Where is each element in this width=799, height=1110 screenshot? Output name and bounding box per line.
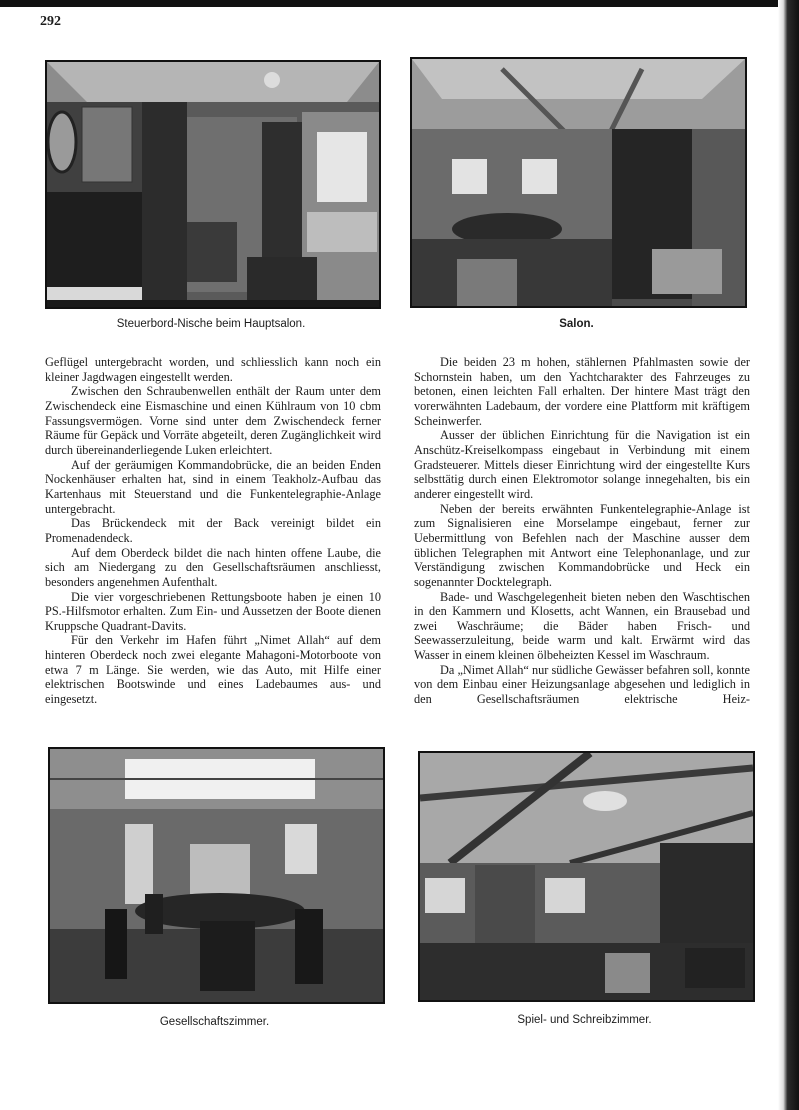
caption-fig4: Spiel- und Schreibzimmer. bbox=[517, 1014, 652, 1026]
text-column-right bbox=[414, 355, 750, 707]
paragraph: Die vier vorgeschriebenen Rettungsboote haben je einen 10 PS.-Hilfsmotor erhalten. Zum Ein- und Aussetzen der Boote dienen Kruppsche Quadrant-Davits. bbox=[45, 589, 381, 633]
photo-spiel-und-schreibzimmer bbox=[418, 751, 755, 1002]
photo-salon bbox=[410, 57, 747, 308]
paragraph: Die beiden 23 m hohen, stählernen Pfahlmasten sowie der Schornstein haben, um den Yachtcharakter des Fahrzeuges zu betonen, einen leichten Fall erhalten. Der hintere Mast trägt den vorerwähnten Ladebaum, der vordere eine Plattform mit kräftigem Scheinwerfer. bbox=[414, 355, 750, 428]
photo-gesellschaftszimmer bbox=[48, 747, 385, 1004]
scan-binding-edge bbox=[778, 0, 799, 1110]
caption-fig1: Steuerbord-Nische beim Hauptsalon. bbox=[116, 318, 306, 330]
paragraph: Das Brückendeck mit der Back vereinigt bildet ein Promenadendeck. bbox=[45, 516, 381, 545]
paragraph: Ausser der üblichen Einrichtung für die Navigation ist ein Anschütz-Kreiselkompass eingebaut in Verbindung mit einem Gradsteuerer. Mittels dieser Einrichtung wird der eingestellte Kurs selbsttätig durch einen Elektromotor solange innegehalten, bis ein anderer eingestellt wird. bbox=[414, 428, 750, 501]
paragraph: Für den Verkehr im Hafen führt „Nimet Allah“ auf dem hinteren Oberdeck noch zwei elegante Mahagoni-Motorboote von etwa 7 m Länge. Sie werden, wie das Auto, mit Hilfe einer elektrischen Bootswinde und eines Ladebaumes aus- und eingesetzt. bbox=[45, 633, 381, 707]
page-number: 292 bbox=[40, 14, 61, 29]
paragraph: Da „Nimet Allah“ nur südliche Gewässer befahren soll, konnte von dem Einbau einer Heizungsanlage abgesehen und lediglich in den Gesellschaftsräumen elektrische Heiz- bbox=[414, 662, 750, 707]
paragraph: Geflügel untergebracht worden, und schliesslich kann noch ein kleiner Jagdwagen eingestellt werden. bbox=[45, 355, 381, 384]
paragraph: Bade- und Waschgelegenheit bieten neben den Waschtischen in den Kammern und Klosetts, acht Wannen, ein Brausebad und zwei Waschräume; die Bäder haben Frisch- und Seewasserzuleitung, beide warm und kalt. Erwärmt wird das Wasser in einem kleinen ölbeheizten Kessel im Waschraum. bbox=[414, 589, 750, 663]
scan-top-edge bbox=[0, 0, 799, 7]
paragraph: Neben der bereits erwähnten Funkentelegraphie-Anlage ist zum Signalisieren eine Morselampe eingebaut, ferner zur Uebermittlung von Befehlen nach der Maschine ausser dem üblichen Telegraphen mit Antwort eine Telephonanlage, und zur Verständigung zwischen Kommandobrücke und Heck ein sogenannter Docktelegraph. bbox=[414, 501, 750, 589]
caption-fig3: Gesellschaftszimmer. bbox=[159, 1016, 270, 1028]
text-column-left bbox=[45, 355, 381, 707]
paragraph: Auf der geräumigen Kommandobrücke, die an beiden Enden Nockenhäuser erhalten hat, sind in einem Teakholz-Aufbau das Kartenhaus mit Steuerstand und die Funkentelegraphie-Anlage untergebracht. bbox=[45, 457, 381, 516]
photo-steuerbord-nische bbox=[45, 60, 381, 309]
paragraph: Auf dem Oberdeck bildet die nach hinten offene Laube, die sich am Niedergang zu den Gesellschaftsräumen anschliesst, besonders angenehmen Aufenthalt. bbox=[45, 545, 381, 589]
caption-fig2: Salon. bbox=[559, 318, 594, 330]
paragraph: Zwischen den Schraubenwellen enthält der Raum unter dem Zwischendeck eine Eismaschine und einen Kühlraum von 10 cbm Fassungsvermögen. Vorne sind unter dem Zwischendeck ferner Räume für Gepäck und Vorräte abgeteilt, deren Zugänglichkeit wird durch übereinanderliegende Luken erleichtert. bbox=[45, 384, 381, 457]
